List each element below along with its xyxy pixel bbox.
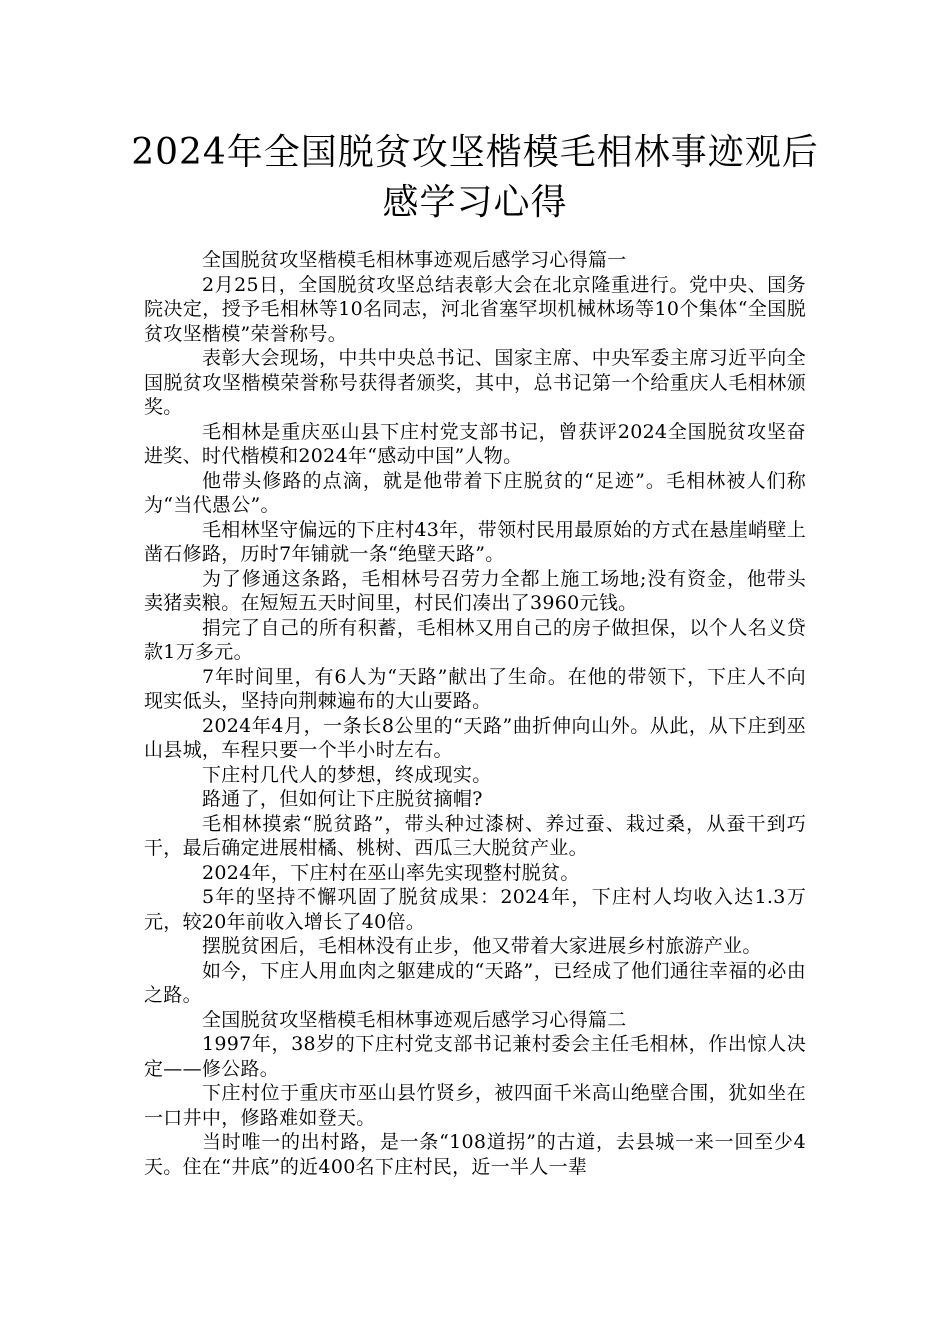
paragraph: 表彰大会现场，中共中央总书记、国家主席、中央军委主席习近平向全国脱贫攻坚楷模荣誉称号获得者颁奖，其中，总书记第一个给重庆人毛相林颁奖。 (144, 347, 806, 418)
paragraph: 毛相林摸索“脱贫路”，带头种过漆树、养过蚕、栽过桑，从蚕干到巧干，最后确定进展柑橘、桃树、西瓜三大脱贫产业。 (144, 812, 806, 859)
paragraph: 2月25日，全国脱贫攻坚总结表彰大会在北京隆重进行。党中央、国务院决定，授予毛相林等10名同志，河北省塞罕坝机械林场等10个集体“全国脱贫攻坚楷模”荣誉称号。 (144, 273, 806, 345)
paragraph: 7年时间里，有6人为“天路”献出了生命。在他的带领下，下庄人不向现实低头，坚持向荆棘遍布的大山要路。 (144, 665, 806, 712)
title-line-2: 感学习心得 (382, 182, 568, 223)
paragraph: 2024年，下庄村在巫山率先实现整村脱贫。 (202, 861, 580, 884)
title-line-1: 2024年全国脱贫攻坚楷模毛相林事迹观后 (131, 132, 819, 173)
paragraph: 路通了，但如何让下庄脱贫摘帽? (202, 788, 483, 810)
paragraph: 下庄村位于重庆市巫山县竹贤乡，被四面千米高山绝壁合围，犹如坐在一口井中，修路难如登天。 (144, 1082, 806, 1129)
paragraph: 捐完了自己的所有积蓄，毛相林又用自己的房子做担保，以个人名义贷款1万多元。 (144, 616, 806, 663)
paragraph: 如今，下庄人用血肉之躯建成的“天路”，已经成了他们通往幸福的必由之路。 (144, 959, 806, 1006)
section-heading-part-1: 全国脱贫攻坚楷模毛相林事迹观后感学习心得篇一 (202, 249, 627, 271)
paragraph: 毛相林是重庆巫山县下庄村党支部书记，曾获评2024全国脱贫攻坚奋进奖、时代楷模和2024年“感动中国”人物。 (144, 420, 806, 467)
paragraph: 他带头修路的点滴，就是他带着下庄脱贫的“足迹”。毛相林被人们称为“当代愚公”。 (144, 469, 806, 516)
paragraph: 为了修通这条路，毛相林号召劳力全都上施工场地;没有资金，他带头卖猪卖粮。在短短五天时间里，村民们凑出了3960元钱。 (144, 567, 806, 614)
document-title (120, 128, 830, 228)
paragraph: 毛相林坚守偏远的下庄村43年，带领村民用最原始的方式在悬崖峭壁上凿石修路，历时7年铺就一条“绝壁天路”。 (144, 518, 806, 565)
paragraph: 2024年4月，一条长8公里的“天路”曲折伸向山外。从此，从下庄到巫山县城，车程只要一个半小时左右。 (144, 714, 806, 761)
paragraph: 摆脱贫困后，毛相林没有止步，他又带着大家进展乡村旅游产业。 (202, 935, 762, 957)
paragraph: 1997年，38岁的下庄村党支部书记兼村委会主任毛相林，作出惊人决定——修公路。 (144, 1033, 806, 1080)
section-heading-part-2: 全国脱贫攻坚楷模毛相林事迹观后感学习心得篇二 (202, 1008, 627, 1031)
paragraph: 下庄村几代人的梦想，终成现实。 (202, 763, 492, 786)
paragraph: 5年的坚持不懈巩固了脱贫成果：2024年，下庄村人均收入达1.3万元，较20年前收入增长了40倍。 (144, 886, 806, 933)
document-body (144, 248, 806, 1179)
paragraph: 当时唯一的出村路，是一条“108道拐”的古道，去县城一来一回至少4天。住在“井底”的近400名下庄村民，近一半人一辈 (144, 1131, 806, 1178)
